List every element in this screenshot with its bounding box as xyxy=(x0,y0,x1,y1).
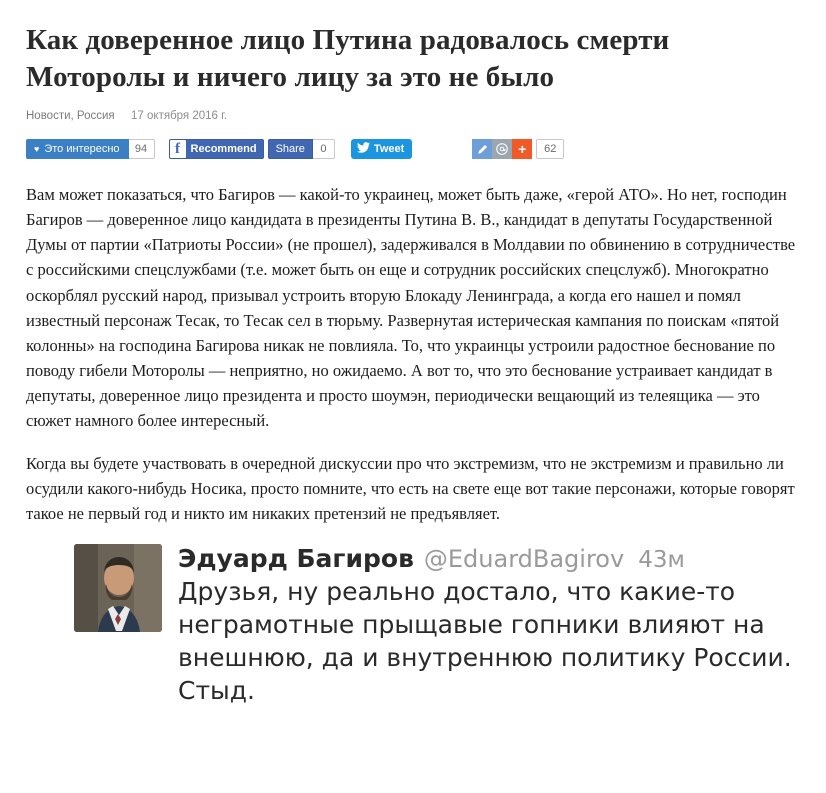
facebook-share-count: 0 xyxy=(313,139,335,159)
tweet-content xyxy=(178,544,800,707)
avatar xyxy=(74,544,162,632)
facebook-recommend-button[interactable] xyxy=(169,139,264,159)
tweet-author-name[interactable]: Эдуард Багиров xyxy=(178,544,414,574)
article-meta xyxy=(26,110,800,122)
facebook-recommend-label: Recommend xyxy=(190,143,257,156)
facebook-icon: f xyxy=(170,140,186,158)
livejournal-icon[interactable] xyxy=(472,139,492,159)
article-categories[interactable]: Новости, Россия xyxy=(26,110,115,123)
share-bar xyxy=(26,138,800,160)
facebook-share-button[interactable] xyxy=(268,139,313,159)
tweet-text: Друзья, ну реально достало, что какие-то неграмотные прыщавые гопники влияют на внешнюю, да и внутреннюю политику России. Стыд. xyxy=(178,577,792,706)
heart-icon: ♥ xyxy=(34,143,40,154)
twitter-tweet-button[interactable] xyxy=(351,139,412,159)
facebook-share-label: Share xyxy=(275,143,305,156)
addthis-count: 62 xyxy=(536,139,564,159)
embedded-tweet xyxy=(26,544,800,707)
tweet-author-handle[interactable]: @EduardBagirov xyxy=(423,545,625,574)
page-title: Как доверенное лицо Путина радовалось смерти Моторолы и ничего лицу за это не было xyxy=(26,24,670,94)
article-date: 17 октября 2016 г. xyxy=(131,110,228,123)
lj-like-widget[interactable] xyxy=(26,139,155,159)
lj-like-count: 94 xyxy=(129,139,155,159)
article-body xyxy=(26,182,800,526)
article-paragraph: Вам может показаться, что Багиров — какой-то украинец, может быть даже, «герой АТО». Но нет, господин Багиров — доверенное лицо кандидата в президенты Путина В. В., кандидат в депутаты Государственной Думы от партии «Патриоты России» (не прошел), задерживался в Молдавии по обвинению в сотрудничестве с российскими спецслужбами (т.е. может быть он еще и сотрудник российских спецслужб). Многократно оскорблял русский народ, призывал устроить вторую Блокаду Ленинграда, а когда его нашел и помял известный персонаж Тесак, то Тесак сел в тюрьму. Развернутая истерическая кампания по поискам «пятой колонны» на господина Багирова никак не повлияла. То, что украинцы устроили радостное беснование по поводу гибели Моторолы — неприятно, но ожидаемо. А вот то, что это беснование устраивает кандидат в депутаты, доверенное лицо президента и просто шоумэн, периодически вещающий из телеящика — это сюжет намного более интересный. xyxy=(26,185,796,430)
article-paragraph: Когда вы будете участвовать в очередной дискуссии про что экстремизм, что не экстремизм и правильно ли осудили какого-нибудь Носика, просто помните, что есть на свете еще вот такие персонажи, которые говорят такое не первый год и никто им никаких претензий не предъявляет. xyxy=(26,454,795,524)
lj-like-button[interactable] xyxy=(26,139,129,159)
lj-like-label: Это интересно xyxy=(44,142,120,155)
tweet-header xyxy=(178,544,800,573)
tweet-timestamp[interactable]: 43м xyxy=(638,547,685,574)
twitter-bird-icon xyxy=(357,142,370,156)
addthis-widget[interactable] xyxy=(472,139,564,159)
mail-icon[interactable] xyxy=(492,139,512,159)
addthis-plus-icon[interactable]: + xyxy=(512,139,532,159)
facebook-share-widget[interactable] xyxy=(169,139,335,159)
twitter-tweet-label: Tweet xyxy=(373,143,405,156)
